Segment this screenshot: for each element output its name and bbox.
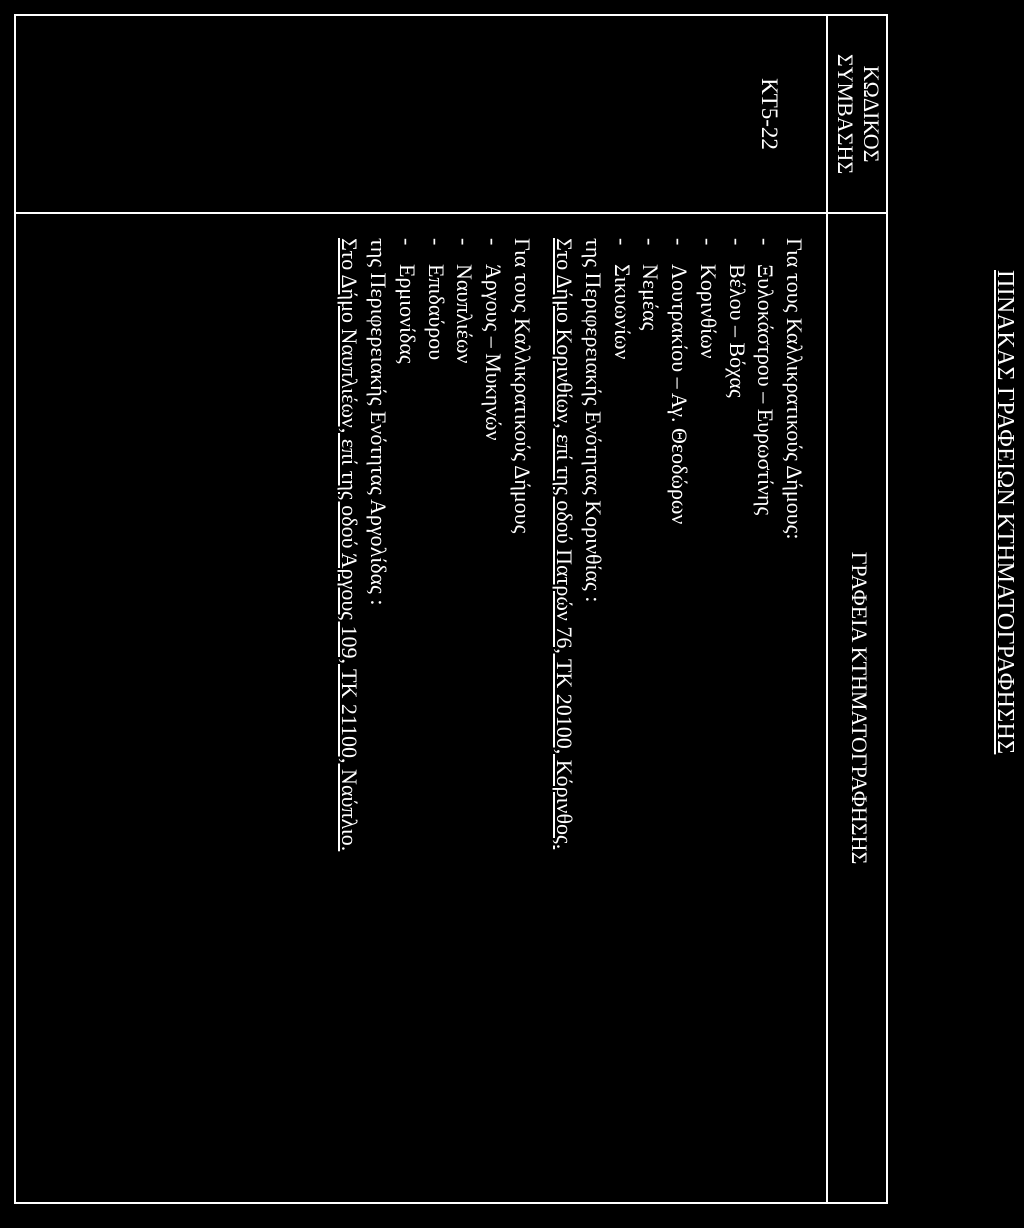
block1-address: Στο Δήμο Κορινθίων, επί της οδού Πατρών 76, ΤΚ 20100, Κόρινθος. <box>552 238 578 850</box>
block2-address: Στο Δήμο Ναυπλιέων, επί της οδού Άργους 109, ΤΚ 21100, Ναύπλιο. <box>337 238 363 852</box>
document-title: ΠΙΝΑΚΑΣ ΓΡΑΦΕΙΩΝ ΚΤΗΜΑΤΟΓΡΑΦΗΣΗΣ <box>992 270 1018 755</box>
offices-cell <box>335 238 808 1192</box>
municipality-item: -Λουτρακίου – Αγ. Θεοδώρων <box>667 238 693 525</box>
municipality-item: -Σικυωνίων <box>609 238 635 360</box>
header-contract-code <box>832 16 884 212</box>
offices-table <box>14 14 888 1204</box>
block2-intro: Για τους Καλλικρατικούς Δήμους <box>509 238 535 534</box>
municipality-item: -Ξυλοκάστρου – Ευρωστίνης <box>753 238 779 516</box>
block1-unit: της Περιφερειακής Ενότητας Κορινθίας : <box>581 238 607 603</box>
header-code-line1: ΚΩΔΙΚΟΣ <box>859 65 884 163</box>
contract-code-cell: ΚΤ5-22 <box>757 78 782 150</box>
column-divider <box>16 212 886 214</box>
header-code-line2: ΣΥΜΒΑΣΗΣ <box>833 53 858 175</box>
block1-intro: Για τους Καλλικρατικούς Δήμους: <box>782 238 807 540</box>
municipality-item: -Ερμιονίδας <box>394 238 420 364</box>
municipality-item: -Άργους – Μυκηνών <box>480 238 506 441</box>
municipality-item: -Βέλου – Βόχας <box>724 238 750 398</box>
municipality-item: -Ναυπλιέων <box>452 238 478 364</box>
municipality-item: -Νεμέας <box>638 238 664 331</box>
municipality-item: -Επιδαύρου <box>423 238 449 361</box>
header-offices: ΓΡΑΦΕΙΑ ΚΤΗΜΑΤΟΓΡΑΦΗΣΗΣ <box>847 551 872 865</box>
municipality-item: -Κορινθίων <box>695 238 721 359</box>
header-divider <box>826 16 828 1202</box>
block2-unit: της Περιφερειακής Ενότητας Αργολίδας : <box>366 238 392 606</box>
block-gap <box>536 238 550 1192</box>
